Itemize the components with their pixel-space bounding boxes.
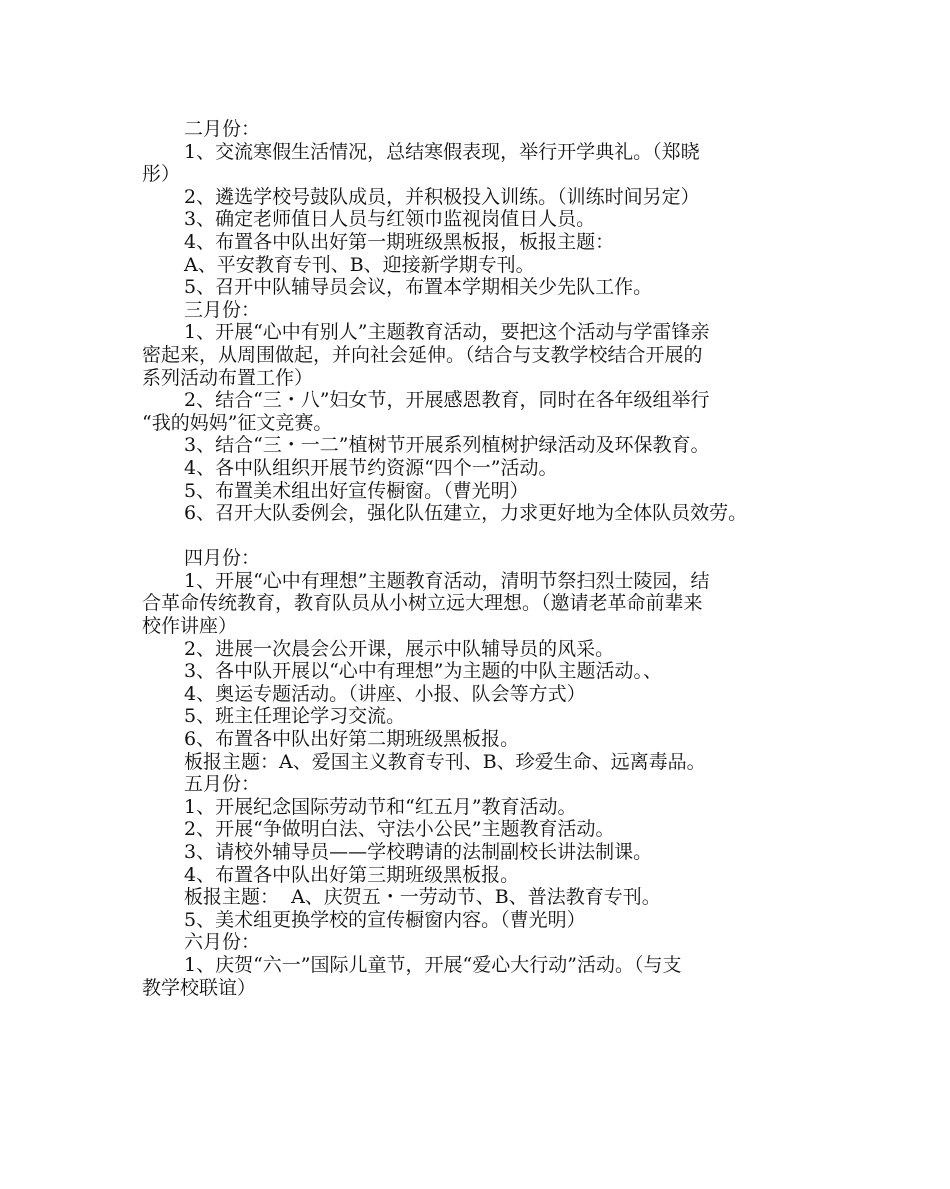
text-line: 1、开展“心中有理想”主题教育活动，清明节祭扫烈士陵园，结 [184, 569, 710, 592]
text-line: 六月份： [184, 931, 261, 954]
text-line: 4、布置各中队出好第三期班级黑板报。 [184, 863, 520, 886]
text-line: 二月份： [184, 118, 261, 140]
text-line: 3、各中队开展以“心中有理想”为主题的中队主题活动。、 [184, 660, 663, 683]
text-line: 6、召开大队委例会，强化队伍建立，力求更好地为全体队员效劳。 [184, 502, 748, 525]
text-line: 3、结合“三・一二”植树节开展系列植树护绿活动及环保教育。 [184, 434, 710, 457]
text-line: 四月份： [184, 547, 261, 570]
text-line: 板报主题： A、庆贺五・一劳动节、B、普法教育专刊。 [184, 886, 661, 909]
text-line: 1、庆贺“六一”国际儿童节，开展“爱心大行动”活动。（与支 [184, 953, 682, 976]
text-line: 3、请校外辅导员——学校聘请的法制副校长讲法制课。 [184, 841, 653, 863]
text-line: 五月份： [184, 773, 261, 796]
text-line: 3、确定老师值日人员与红领巾监视岗值日人员。 [184, 208, 596, 231]
text-line: 教学校联谊） [142, 976, 257, 999]
text-line: 2、开展“争做明白法、守法小公民”主题教育活动。 [184, 818, 615, 841]
text-line: 密起来，从周围做起，并向社会延伸。（结合与支教学校结合开展的 [142, 343, 703, 366]
text-line: 5、召开中队辅导员会议，布置本学期相关少先队工作。 [184, 276, 653, 299]
text-line: 4、布置各中队出好第一期班级黑板报，板报主题： [184, 230, 615, 253]
text-line: 5、美术组更换学校的宣传橱窗内容。（曹光明） [184, 908, 586, 931]
text-line: 4、各中队组织开展节约资源“四个一”活动。 [184, 456, 558, 479]
document-body [142, 118, 822, 999]
text-line: “我的妈妈”征文竞赛。 [142, 411, 333, 434]
text-line: 1、交流寒假生活情况，总结寒假表现，举行开学典礼。（郑晓 [184, 140, 700, 163]
text-line: 三月份： [184, 298, 261, 321]
text-line: 2、结合“三・八”妇女节，开展感恩教育，同时在各年级组举行 [184, 389, 710, 412]
text-line: 5、布置美术组出好宣传橱窗。（曹光明） [184, 479, 529, 502]
text-line: 2、遴选学校号鼓队成员，并积极投入训练。（训练时间另定） [184, 185, 700, 208]
text-line: A、平安教育专刊、B、迎接新学期专刊。 [184, 253, 535, 276]
text-line: 板报主题：A、爱国主义教育专刊、B、珍爱生命、远离毒品。 [184, 750, 706, 773]
text-line: 5、班主任理论学习交流。 [184, 705, 406, 728]
text-line: 校作讲座） [142, 615, 238, 638]
text-line: 2、进展一次晨会公开课，展示中队辅导员的风采。 [184, 637, 615, 660]
text-line: 彤） [142, 163, 181, 186]
text-line: 1、开展“心中有别人”主题教育活动，要把这个活动与学雷锋亲 [184, 321, 710, 344]
text-line: 1、开展纪念国际劳动节和“红五月”教育活动。 [184, 795, 577, 818]
text-line: 合革命传统教育，教育队员从小树立远大理想。（邀请老革命前辈来 [142, 592, 703, 615]
text-line: 6、布置各中队出好第二期班级黑板报。 [184, 728, 520, 751]
blank-line [142, 525, 822, 548]
text-line: 4、奥运专题活动。（讲座、小报、队会等方式） [184, 682, 586, 705]
text-line: 系列活动布置工作） [142, 366, 314, 389]
